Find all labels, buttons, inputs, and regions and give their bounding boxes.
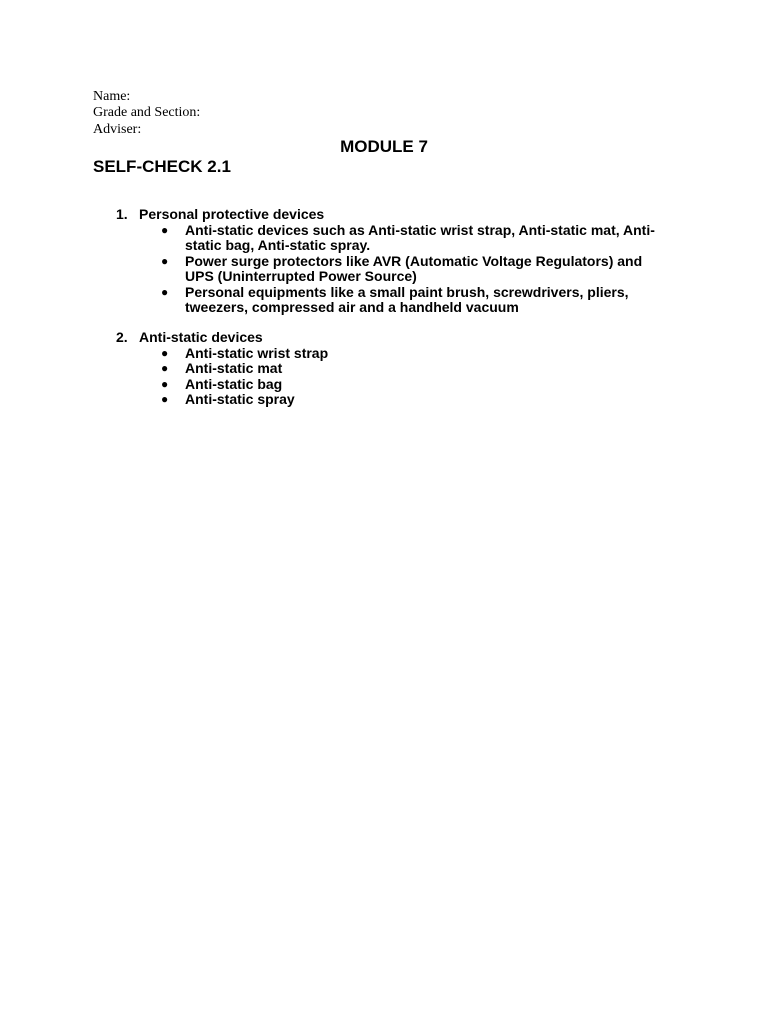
section-1-title: Personal protective devices <box>139 206 325 222</box>
adviser-label: Adviser: <box>93 122 142 137</box>
section-2-header <box>0 330 768 346</box>
list-item <box>0 377 655 393</box>
bullet-icon: ● <box>161 284 169 299</box>
module-title <box>0 137 768 157</box>
list-item-text: Anti-static bag <box>185 375 283 392</box>
list-item <box>0 361 655 377</box>
list-item <box>0 285 655 316</box>
bullet-icon: ● <box>161 361 169 375</box>
section-2 <box>0 330 768 408</box>
bullet-icon: ● <box>161 253 169 268</box>
bullet-icon: ● <box>161 222 169 237</box>
section-1-bullet-list <box>0 223 768 316</box>
section-1-header <box>0 207 768 223</box>
bullet-icon: ● <box>161 392 169 406</box>
list-item-text: Personal equipments like a small paint brush, screwdrivers, pliers, tweezers, compressed air and a handheld vacuum <box>185 283 629 315</box>
list-item-text: Anti-static mat <box>185 360 283 376</box>
list-item-text: Anti-static wrist strap <box>185 344 329 361</box>
list-item-text: Anti-static devices such as Anti-static wrist strap, Anti-static mat, Anti-static bag, Anti-static spray. <box>185 221 655 253</box>
bullet-icon: ● <box>161 345 169 360</box>
list-item <box>0 392 655 408</box>
section-1 <box>0 207 768 316</box>
self-check-heading: SELF-CHECK 2.1 <box>93 157 231 176</box>
list-item-text: Anti-static spray <box>185 391 295 407</box>
list-item <box>0 346 655 362</box>
section-2-number: 2. <box>116 329 128 345</box>
module-title-text: MODULE 7 <box>340 137 428 156</box>
grade-section-label: Grade and Section: <box>93 105 201 120</box>
section-2-bullet-list <box>0 346 768 408</box>
list-item <box>0 223 655 254</box>
section-2-title: Anti-static devices <box>139 329 263 345</box>
list-item <box>0 254 655 285</box>
bullet-icon: ● <box>161 376 169 391</box>
list-item-text: Power surge protectors like AVR (Automatic Voltage Regulators) and UPS (Uninterrupted Power Source) <box>185 252 643 284</box>
section-1-number: 1. <box>116 206 128 222</box>
name-label: Name: <box>93 89 131 104</box>
